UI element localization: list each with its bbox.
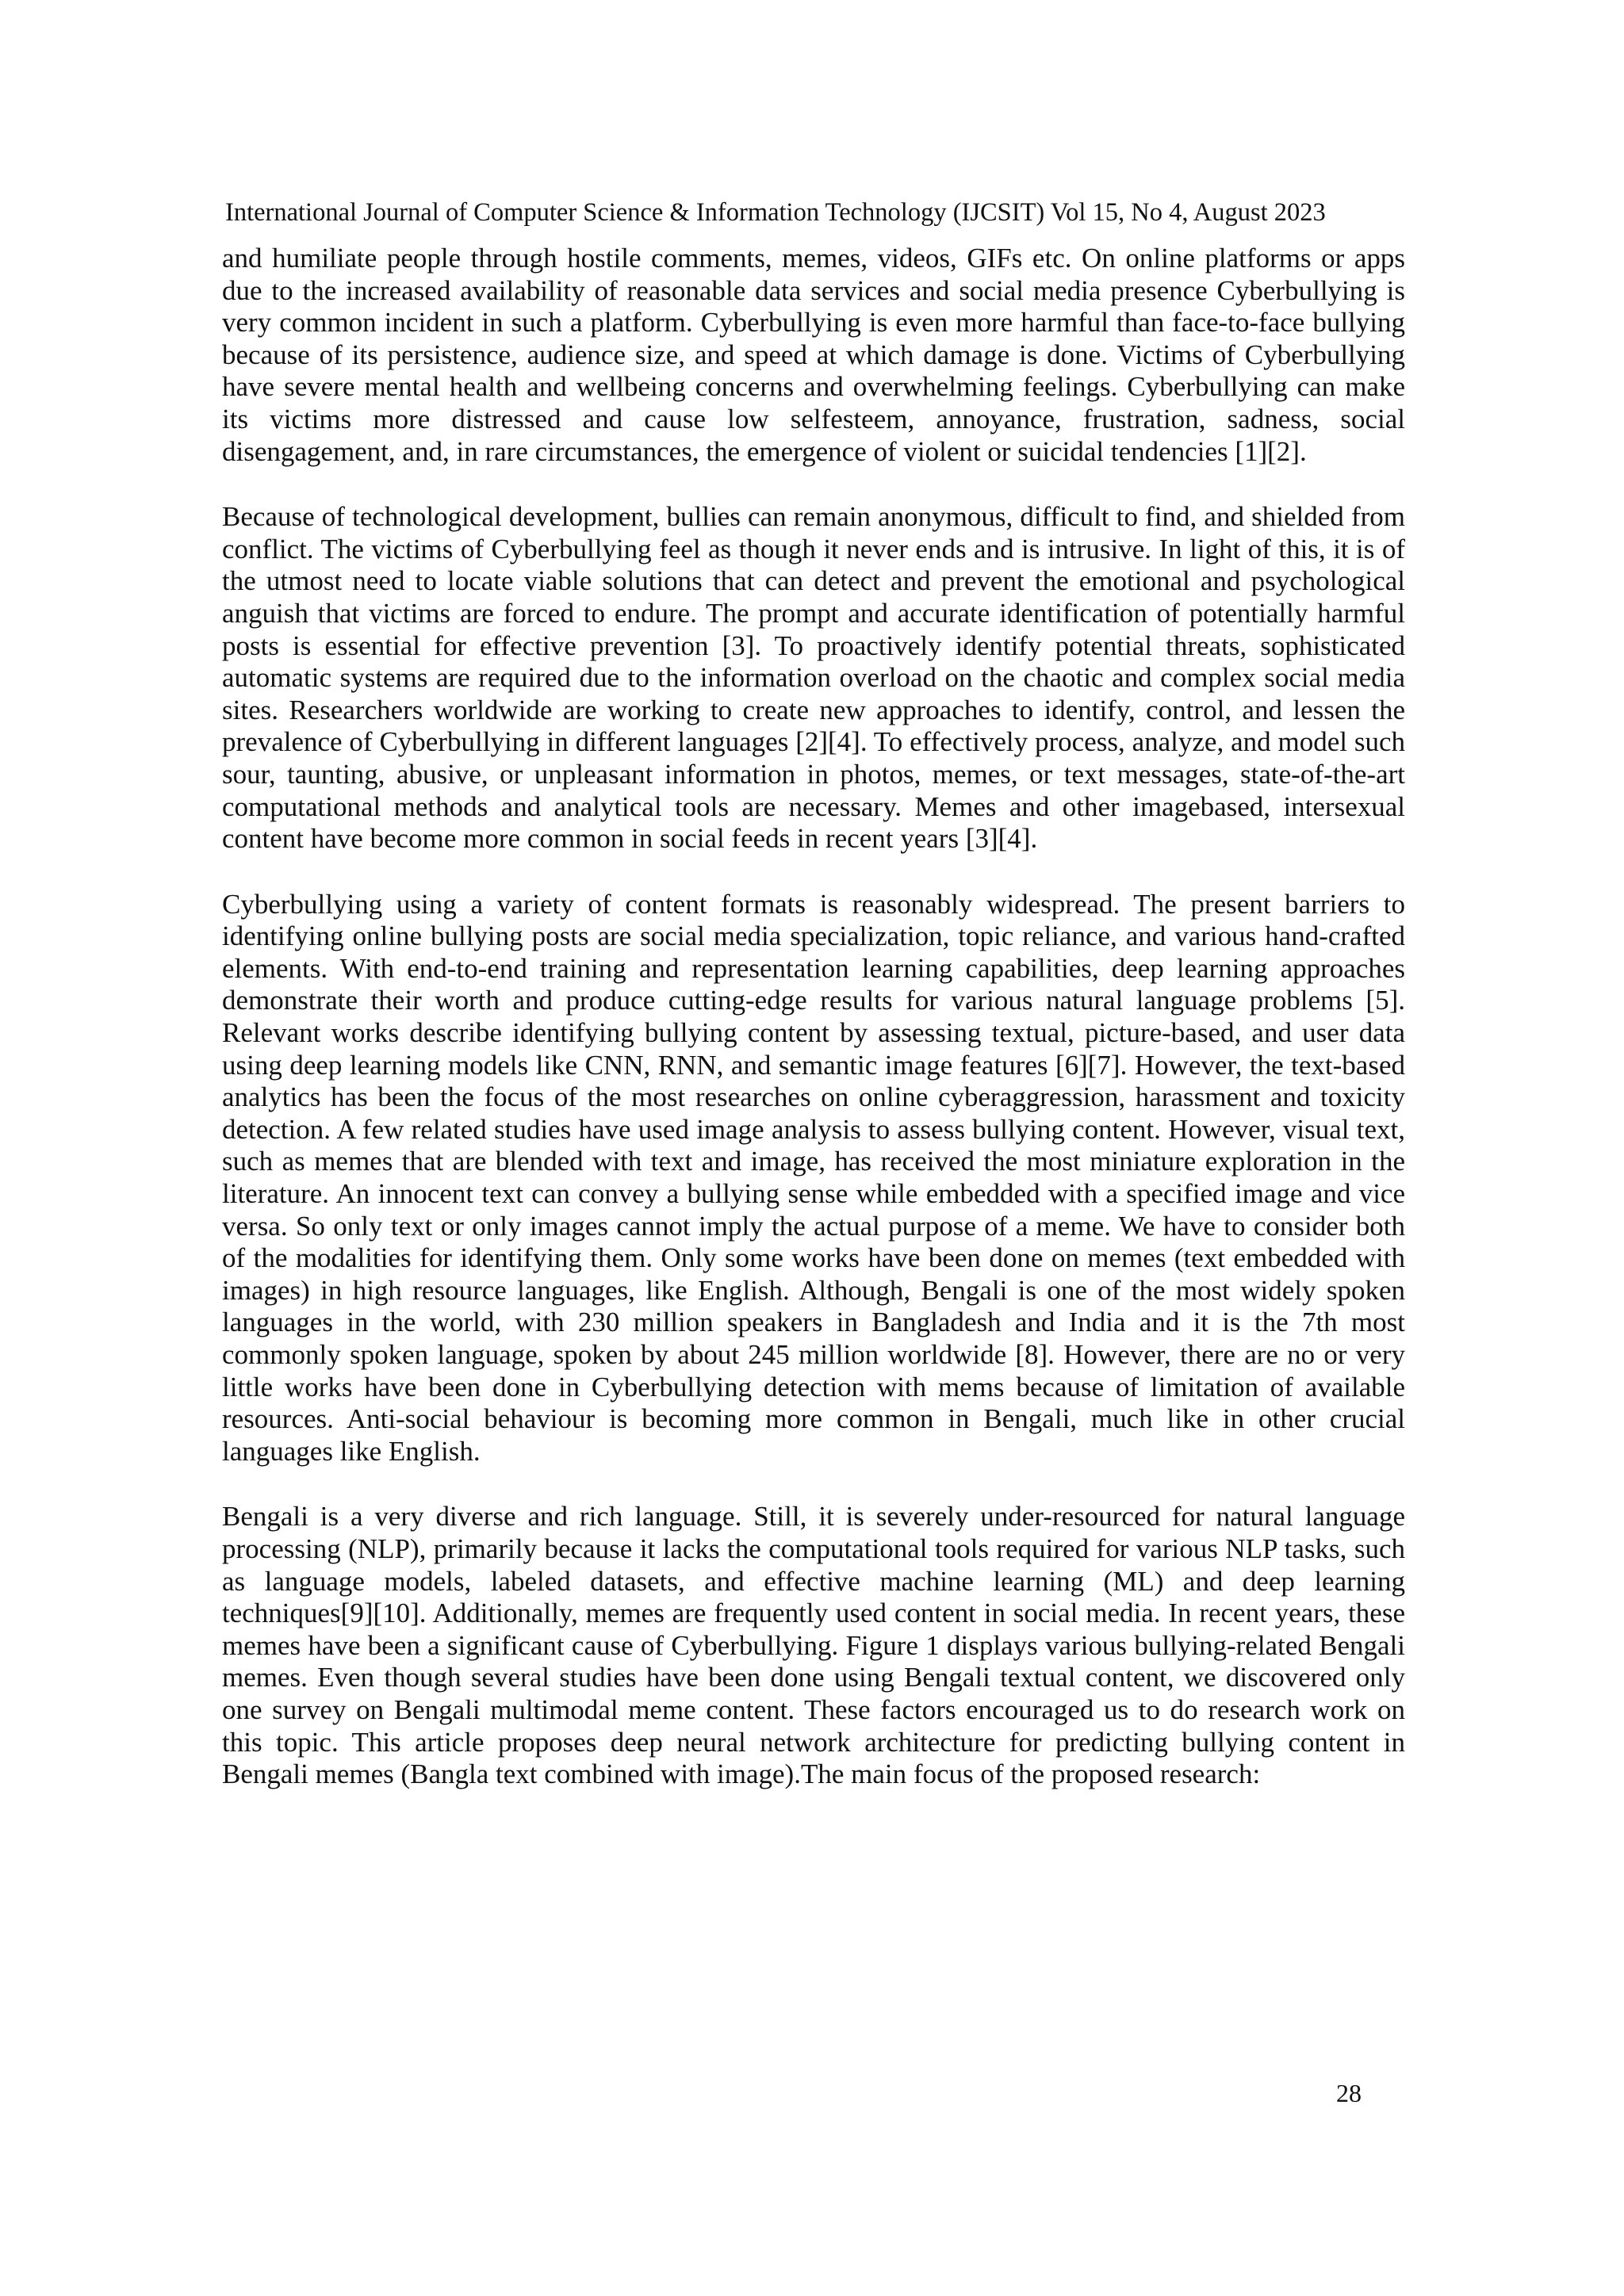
page-number: 28: [1336, 2079, 1362, 2107]
paragraph-1: and humiliate people through hostile comments, memes, videos, GIFs etc. On online platforms or apps due to the increased availability of reasonable data services and social media presence Cyberbullying is very common incident in such a platform. Cyberbullying is even more harmful than face-to-face bullying because of its persistence, audience size, and speed at which damage is done. Victims of Cyberbullying have severe mental health and wellbeing concerns and overwhelming feelings. Cyberbullying can make its victims more distressed and cause low selfesteem, annoyance, frustration, sadness, social disengagement, and, in rare circumstances, the emergence of violent or suicidal tendencies [1][2].: [222, 243, 1405, 467]
paragraph-2: Because of technological development, bullies can remain anonymous, difficult to find, and shielded from conflict. The victims of Cyberbullying feel as though it never ends and is intrusive. In light of this, it is of the utmost need to locate viable solutions that can detect and prevent the emotional and psychological anguish that victims are forced to endure. The prompt and accurate identification of potentially harmful posts is essential for effective prevention [3]. To proactively identify potential threats, sophisticated automatic systems are required due to the information overload on the chaotic and complex social media sites. Researchers worldwide are working to create new approaches to identify, control, and lessen the prevalence of Cyberbullying in different languages [2][4]. To effectively process, analyze, and model such sour, taunting, abusive, or unpleasant information in photos, memes, or text messages, state-of-the-art computational methods and analytical tools are necessary. Memes and other imagebased, intersexual content have become more common in social feeds in recent years [3][4].: [222, 501, 1405, 855]
paragraph-3: Cyberbullying using a variety of content formats is reasonably widespread. The present barriers to identifying online bullying posts are social media specialization, topic reliance, and various hand-crafted elements. With end-to-end training and representation learning capabilities, deep learning approaches demonstrate their worth and produce cutting-edge results for various natural language problems [5]. Relevant works describe identifying bullying content by assessing textual, picture-based, and user data using deep learning models like CNN, RNN, and semantic image features [6][7]. However, the text-based analytics has been the focus of the most researches on online cyberaggression, harassment and toxicity detection. A few related studies have used image analysis to assess bullying content. However, visual text, such as memes that are blended with text and image, has received the most miniature exploration in the literature. An innocent text can convey a bullying sense while embedded with a specified image and vice versa. So only text or only images cannot imply the actual purpose of a meme. We have to consider both of the modalities for identifying them. Only some works have been done on memes (text embedded with images) in high resource languages, like English. Although, Bengali is one of the most widely spoken languages in the world, with 230 million speakers in Bangladesh and India and it is the 7th most commonly spoken language, spoken by about 245 million worldwide [8]. However, there are no or very little works have been done in Cyberbullying detection with mems because of limitation of available resources. Anti-social behaviour is becoming more common in Bengali, much like in other crucial languages like English.: [222, 888, 1405, 1467]
body-text: [222, 243, 1405, 1791]
paragraph-4: Bengali is a very diverse and rich language. Still, it is severely under-resourced for natural language processing (NLP), primarily because it lacks the computational tools required for various NLP tasks, such as language models, labeled datasets, and effective machine learning (ML) and deep learning techniques[9][10]. Additionally, memes are frequently used content in social media. In recent years, these memes have been a significant cause of Cyberbullying. Figure 1 displays various bullying-related Bengali memes. Even though several studies have been done using Bengali textual content, we discovered only one survey on Bengali multimodal meme content. These factors encouraged us to do research work on this topic. This article proposes deep neural network architecture for predicting bullying content in Bengali memes (Bangla text combined with image).The main focus of the proposed research:: [222, 1501, 1405, 1790]
running-header: International Journal of Computer Science & Information Technology (IJCSIT) Vol 15, No 4, August 2023: [225, 198, 1326, 227]
